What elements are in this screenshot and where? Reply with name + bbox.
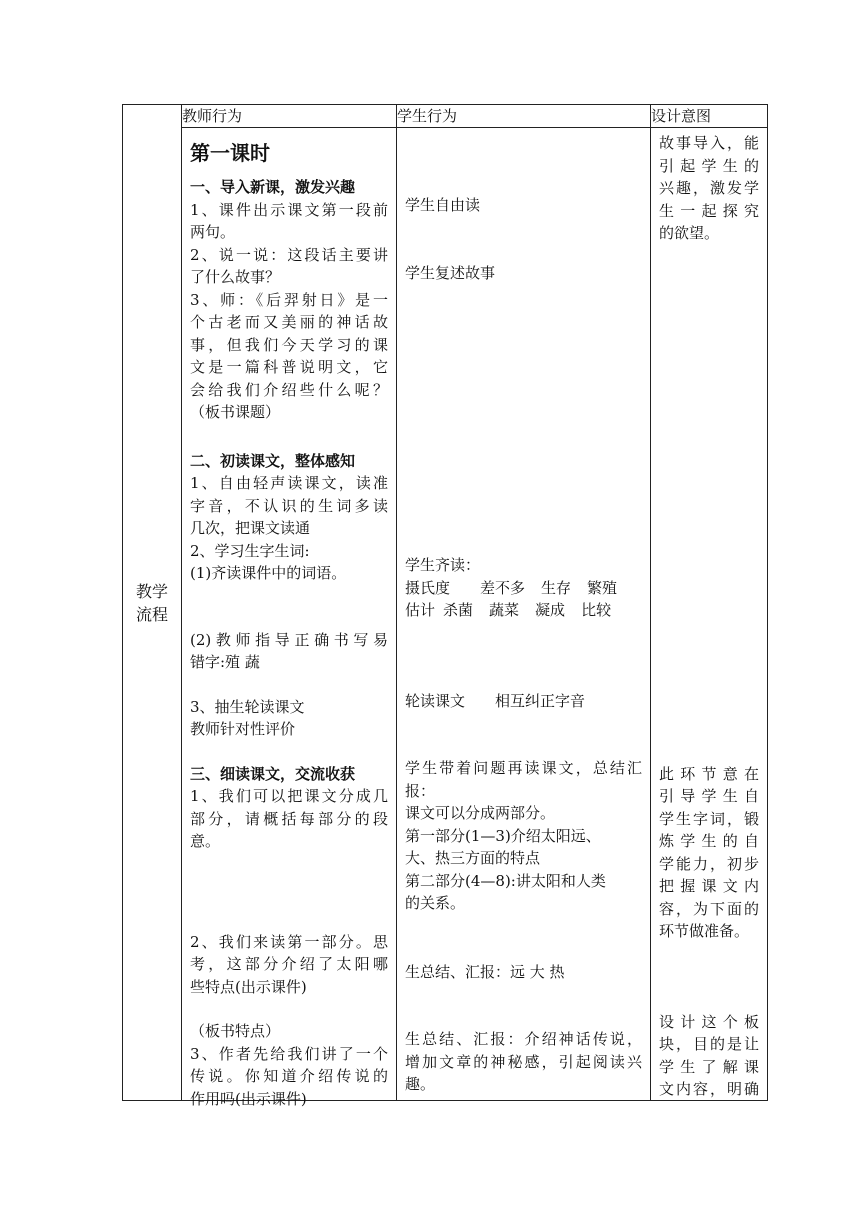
student-line: 趣。 (405, 1075, 436, 1093)
student-line: 增加文章的神秘感，引起阅读兴 (405, 1052, 642, 1071)
section-heading: 三、细读课文，交流收获 (190, 764, 356, 783)
teacher-line: 3、抽生轮读课文 (190, 697, 305, 716)
intent-line: 学生字词，锻 (659, 809, 759, 828)
intent-line: 块，目的是让 (659, 1035, 759, 1053)
section-heading: 二、初读课文，整体感知 (190, 451, 356, 470)
student-line (405, 690, 642, 713)
intent-line: 学能力，初步 (659, 854, 759, 873)
teacher-line: 了什么故事？ (190, 268, 281, 286)
teacher-cell (182, 128, 397, 1108)
teacher-line: 会给我们介绍些什么呢？ (190, 380, 388, 399)
intent-line: 把握课文内 (659, 877, 759, 895)
row-label: 教学流程 (135, 581, 168, 624)
intent-line: 引导学生自 (659, 787, 759, 805)
intent-cell (651, 128, 768, 1101)
teacher-line: 传说。你知道介绍传说的 (190, 1067, 388, 1085)
student-text: 轮读课文 (405, 691, 466, 710)
word: 繁殖 (587, 578, 618, 597)
teacher-line: 文是一篇科普说明文，它 (190, 358, 388, 376)
intent-line: 容，为下面的 (659, 899, 759, 918)
teacher-line: 些特点(出示课件) (190, 977, 307, 996)
intent-line: 故事导入，能 (659, 134, 759, 152)
teacher-line: 两句。 (190, 223, 236, 241)
student-line: 的关系。 (405, 894, 466, 912)
word: 差不多 (480, 578, 526, 597)
teacher-line: 2、学习生字生词: (190, 541, 310, 560)
word: 比较 (581, 601, 612, 619)
teacher-line: 2、我们来读第一部分。思 (190, 932, 388, 951)
teacher-line: 教师针对性评价 (190, 720, 296, 738)
content-row (123, 128, 768, 1101)
student-line: 生总结、汇报：远 大 热 (405, 962, 565, 981)
intent-line: 文内容，明确 (659, 1080, 759, 1098)
student-line: 大、热三方面的特点 (405, 849, 541, 867)
teacher-line: 考，这部分介绍了太阳哪 (190, 955, 388, 973)
intent-line: 设计这个板 (659, 1012, 759, 1031)
word: 杀菌 (443, 601, 474, 619)
teacher-line: 3、作者先给我们讲了一个 (190, 1044, 388, 1063)
intent-line: 的欲望。 (659, 224, 720, 242)
teacher-line: 部分，请概括每部分的段 (190, 809, 388, 828)
student-line: 学生复述故事 (405, 263, 496, 282)
intent-line: 生一起探究 (659, 201, 759, 220)
student-line: 学生带着问题再读课文，总结汇 (405, 759, 642, 777)
student-line: 生总结、汇报：介绍神话传说， (405, 1030, 642, 1048)
student-line: 学生自由读 (405, 196, 481, 214)
intent-line: 学生了解课 (659, 1057, 759, 1076)
student-line: 学生齐读： (405, 556, 481, 574)
intent-line: 环节做准备。 (659, 922, 750, 940)
intent-line: 引起学生的 (659, 156, 759, 175)
header-student: 学生行为 (397, 105, 651, 128)
lesson-title: 第一课时 (190, 141, 270, 165)
teacher-line: 意。 (190, 832, 221, 850)
student-line: 第一部分(1—3)介绍太阳远、 (405, 826, 601, 845)
teacher-line: 3、师：《后羿射日》是一 (190, 290, 388, 309)
word: 凝成 (535, 601, 566, 619)
word: 估计 (405, 601, 436, 619)
teacher-line: 1、自由轻声读课文，读准 (190, 474, 388, 492)
teacher-line: 作用吗(出示课件) (190, 1089, 307, 1108)
intent-line: 炼学生的自 (659, 832, 759, 850)
teacher-line: 事，但我们今天学习的课 (190, 335, 388, 354)
intent-line: 此环节意在 (659, 764, 759, 783)
teacher-line: 1、课件出示课文第一段前 (190, 200, 388, 219)
word-row (405, 577, 642, 600)
teacher-line: 2、说一说：这段话主要讲 (190, 245, 388, 264)
header-teacher: 教师行为 (182, 105, 397, 128)
teacher-line: （板书特点） (190, 1022, 281, 1040)
header-row (123, 105, 768, 128)
teacher-line: （板书课题） (190, 403, 281, 421)
student-line: 第二部分(4—8):讲太阳和人类 (405, 871, 606, 890)
student-line: 报： (405, 781, 436, 800)
word: 摄氏度 (405, 578, 451, 597)
student-text: 相互纠正字音 (495, 691, 586, 710)
lesson-plan-table (122, 104, 768, 1108)
word: 蔬菜 (489, 601, 520, 619)
teacher-line: 几次，把课文读通 (190, 519, 311, 537)
teacher-line: (1)齐读课件中的词语。 (190, 564, 347, 582)
word-row (405, 599, 642, 622)
row-label-cell (123, 105, 182, 1101)
section-heading: 一、导入新课，激发兴趣 (190, 178, 356, 196)
student-cell (397, 128, 651, 1101)
teacher-line: 字音，不认识的生词多读 (190, 496, 388, 515)
teacher-line: 错字:殖 蔬 (190, 653, 260, 671)
header-intent: 设计意图 (651, 105, 768, 128)
teacher-line: 1、我们可以把课文分成几 (190, 787, 388, 805)
teacher-line: (2)教师指导正确书写易 (190, 630, 388, 649)
teacher-line: 个古老而又美丽的神话故 (190, 313, 388, 331)
intent-line: 兴趣，激发学 (659, 179, 759, 197)
student-line: 课文可以分成两部分。 (405, 804, 556, 822)
word: 生存 (541, 578, 572, 597)
